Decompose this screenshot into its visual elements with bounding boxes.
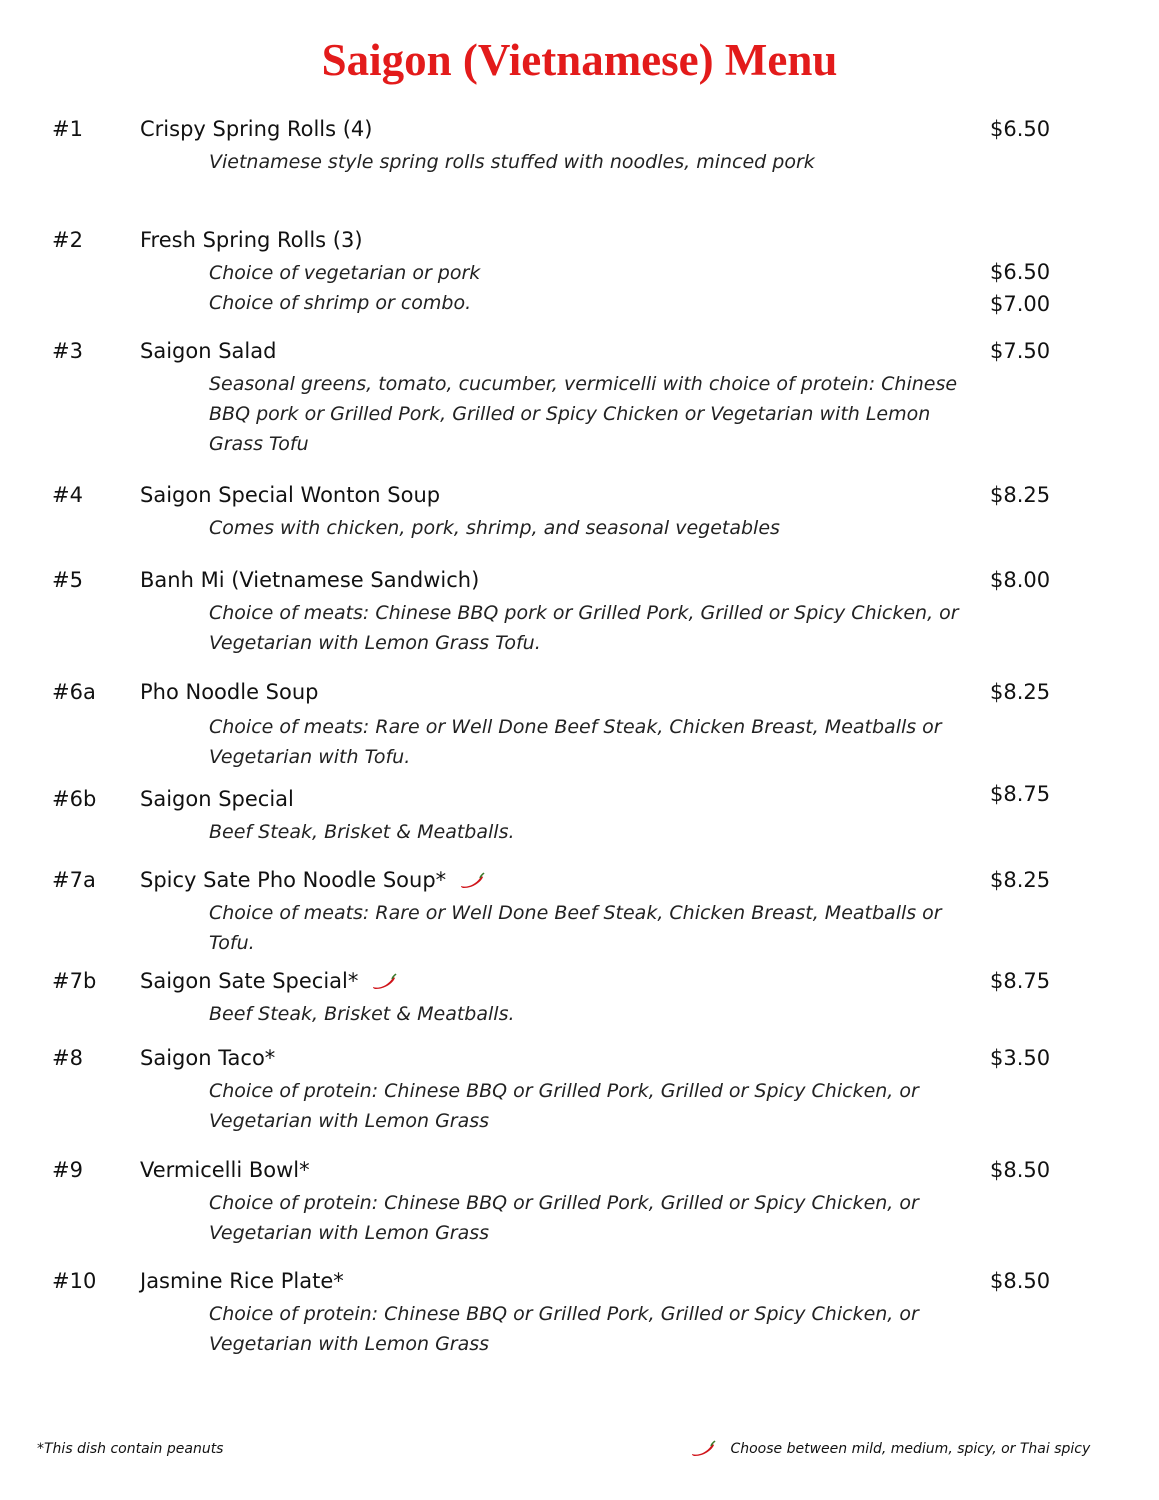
item-name: Saigon Salad	[140, 339, 277, 363]
item-description	[209, 513, 969, 543]
item-price-vegetarian-pork: $6.50	[990, 260, 1051, 284]
item-number: #5	[52, 568, 83, 592]
item-description	[209, 999, 969, 1029]
description-line: Choice of meats: Rare or Well Done Beef Steak, Chicken Breast, Meatballs or	[209, 716, 942, 738]
item-description	[209, 598, 969, 658]
item-price: $8.75	[990, 782, 1051, 806]
item-price: $6.50	[990, 117, 1051, 141]
item-price: $8.25	[990, 483, 1051, 507]
item-description	[209, 258, 969, 318]
description-line: Vegetarian with Lemon Grass	[209, 1110, 490, 1132]
description-line: Tofu.	[209, 932, 255, 954]
item-description	[209, 898, 969, 958]
description-line: Grass Tofu	[209, 433, 309, 455]
item-number: #10	[52, 1269, 97, 1293]
description-line: Comes with chicken, pork, shrimp, and seasonal vegetables	[209, 517, 780, 539]
description-line: BBQ pork or Grilled Pork, Grilled or Spicy Chicken or Vegetarian with Lemon	[209, 403, 931, 425]
item-name: Saigon Sate Special*	[140, 969, 359, 993]
item-price: $8.75	[990, 969, 1051, 993]
chili-pepper-icon	[690, 1440, 716, 1458]
item-number: #9	[52, 1158, 83, 1182]
description-line: Vegetarian with Lemon Grass	[209, 1222, 490, 1244]
item-number: #4	[52, 483, 83, 507]
item-price-shrimp-combo: $7.00	[990, 292, 1051, 316]
description-line: Vietnamese style spring rolls stuffed with noodles, minced pork	[209, 151, 815, 173]
item-name-row	[140, 868, 485, 892]
item-description	[209, 147, 969, 177]
description-line: Choice of protein: Chinese BBQ or Grilled Pork, Grilled or Spicy Chicken, or	[209, 1303, 919, 1325]
spicy-note: Choose between mild, medium, spicy, or Thai spicy	[730, 1441, 1091, 1457]
description-line: Beef Steak, Brisket & Meatballs.	[209, 821, 515, 843]
description-line: Seasonal greens, tomato, cucumber, vermicelli with choice of protein: Chinese	[209, 373, 958, 395]
item-name: Saigon Special Wonton Soup	[140, 483, 441, 507]
item-name: Saigon Taco*	[140, 1046, 276, 1070]
item-number: #8	[52, 1046, 83, 1070]
item-name: Pho Noodle Soup	[140, 680, 319, 704]
item-price: $8.25	[990, 868, 1051, 892]
item-price: $8.50	[990, 1269, 1051, 1293]
description-line: Choice of protein: Chinese BBQ or Grilled Pork, Grilled or Spicy Chicken, or	[209, 1080, 919, 1102]
item-description	[209, 1076, 969, 1136]
item-description	[209, 817, 969, 847]
spicy-legend	[690, 1440, 1090, 1458]
item-number: #7b	[52, 969, 97, 993]
description-line: Vegetarian with Tofu.	[209, 746, 411, 768]
menu-title: Saigon (Vietnamese) Menu	[321, 35, 838, 85]
item-number: #1	[52, 117, 83, 141]
item-description	[209, 1188, 969, 1248]
item-name: Fresh Spring Rolls (3)	[140, 228, 363, 252]
item-number: #6a	[52, 680, 96, 704]
item-name: Jasmine Rice Plate*	[140, 1269, 344, 1293]
item-name: Crispy Spring Rolls (4)	[140, 117, 373, 141]
item-description	[209, 712, 969, 772]
description-line: Choice of shrimp or combo.	[209, 292, 472, 314]
description-line: Choice of vegetarian or pork	[209, 262, 481, 284]
description-line: Vegetarian with Lemon Grass	[209, 1333, 490, 1355]
description-line: Vegetarian with Lemon Grass Tofu.	[209, 632, 541, 654]
item-price: $3.50	[990, 1046, 1051, 1070]
item-number: #7a	[52, 868, 96, 892]
item-name-row	[140, 969, 397, 993]
item-description	[209, 369, 969, 459]
item-name: Saigon Special	[140, 787, 294, 811]
description-line: Choice of meats: Rare or Well Done Beef Steak, Chicken Breast, Meatballs or	[209, 902, 942, 924]
description-line: Choice of meats: Chinese BBQ pork or Grilled Pork, Grilled or Spicy Chicken, or	[209, 602, 959, 624]
peanut-note: *This dish contain peanuts	[37, 1441, 224, 1457]
item-price: $8.25	[990, 680, 1051, 704]
item-name: Banh Mi (Vietnamese Sandwich)	[140, 568, 480, 592]
item-price: $8.00	[990, 568, 1051, 592]
item-number: #6b	[52, 787, 97, 811]
item-price: $8.50	[990, 1158, 1051, 1182]
item-description	[209, 1299, 969, 1359]
item-number: #2	[52, 228, 83, 252]
item-price: $7.50	[990, 339, 1051, 363]
description-line: Beef Steak, Brisket & Meatballs.	[209, 1003, 515, 1025]
item-name: Vermicelli Bowl*	[140, 1158, 310, 1182]
chili-pepper-icon	[459, 872, 485, 890]
item-name: Spicy Sate Pho Noodle Soup*	[140, 868, 447, 892]
chili-pepper-icon	[371, 973, 397, 991]
description-line: Choice of protein: Chinese BBQ or Grilled Pork, Grilled or Spicy Chicken, or	[209, 1192, 919, 1214]
item-number: #3	[52, 339, 83, 363]
